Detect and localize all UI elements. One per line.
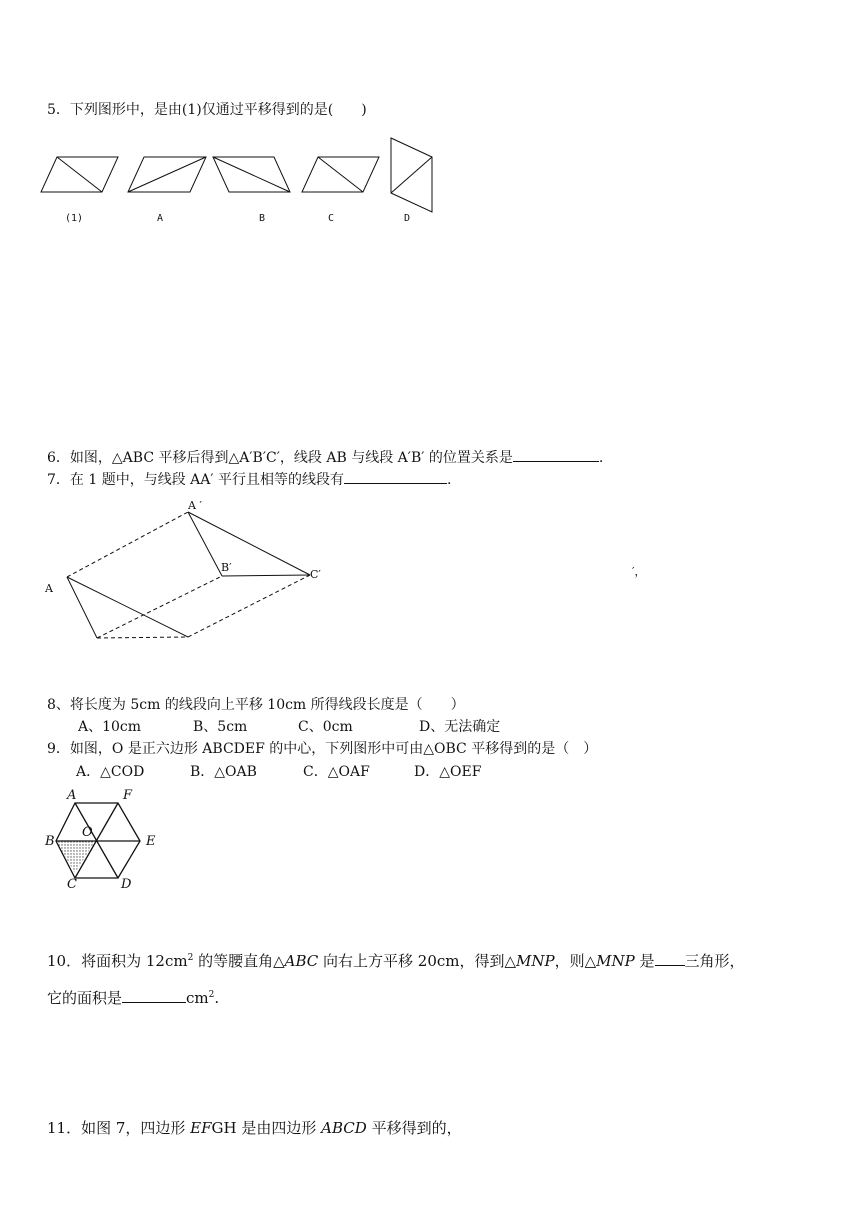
figure-b-diagonal	[213, 157, 290, 192]
caption-d: D	[404, 213, 411, 224]
hex-label-f: F	[123, 788, 133, 803]
triangle-a-prime-side-ab	[188, 512, 222, 576]
question-7-text: 7．在 1 题中，与线段 AA′ 平行且相等的线段有	[47, 472, 345, 488]
triangle-a-prime-side-ac	[188, 512, 310, 575]
question-8-text: 8、将长度为 5cm 的线段向上平移 10cm 所得线段长度是（ ）	[47, 697, 465, 713]
question-9-text: 9．如图，O 是正六边形 ABCDEF 的中心，下列图形中可由△OBC 平移得到的是（ ）	[47, 741, 598, 757]
question-5-text: 5．下列图形中，是由(1)仅通过平移得到的是( )	[47, 102, 367, 118]
triangle-a-prime-side-bc	[222, 575, 310, 576]
dashed-line-aa-prime	[67, 512, 188, 577]
hex-label-a: A	[67, 788, 77, 803]
stray-mark: ′，	[632, 565, 646, 578]
hex-label-o: O	[82, 825, 93, 840]
translation-figure	[0, 500, 860, 650]
figure-1-diagonal	[57, 157, 102, 192]
triangle-abc-side-ac	[67, 577, 188, 637]
figure-a-diagonal	[128, 157, 206, 192]
figure-d-diagonal	[391, 157, 432, 193]
label-a-prime: A ′	[188, 499, 202, 512]
caption-1: (1)	[65, 213, 84, 224]
label-a: A	[45, 582, 53, 595]
caption-c: C	[328, 213, 335, 224]
label-c-prime: C′	[310, 568, 321, 581]
question-6-answer-blank[interactable]	[513, 447, 599, 462]
hex-label-e: E	[146, 834, 156, 849]
label-b-prime: B′	[221, 561, 232, 574]
question-8-option-d[interactable]: D、无法确定	[419, 719, 501, 735]
question-6: 6．如图，△ABC 平移后得到△A′B′C′，线段 AB 与线段 A′B′ 的位置关系是 .	[47, 447, 603, 467]
question-8-option-c[interactable]: C、0cm	[298, 719, 353, 735]
dashed-line-bc	[97, 637, 188, 638]
question-9-option-a[interactable]: A．△COD	[76, 764, 145, 780]
question-6-text: 6．如图，△ABC 平移后得到△A′B′C′，线段 AB 与线段 A′B′ 的位置关系是	[47, 450, 513, 466]
caption-b: B	[259, 213, 266, 224]
question-9-option-b[interactable]: B．△OAB	[190, 764, 257, 780]
question-10-line-1: 10．将面积为 $12cm^2$ 的等腰直角△ABC 向右上方平移 20cm，得到△MNP，则△MNP 是 三角形，	[47, 952, 745, 970]
triangle-abc-side-ab	[67, 577, 97, 638]
hex-label-b: B	[45, 834, 55, 849]
question-10-blank-type[interactable]	[655, 951, 685, 966]
shaded-triangle-obc	[56, 841, 95, 873]
question-11: 11．如图 7，四边形 EFGH 是由四边形 ABCD 平移得到的，	[47, 1119, 462, 1137]
caption-a: A	[157, 213, 164, 224]
question-7: 7．在 1 题中，与线段 AA′ 平行且相等的线段有 .	[47, 469, 451, 489]
question-10-line-2: 它的面积是 $cm^2$.	[47, 989, 220, 1007]
hex-label-d: D	[121, 877, 132, 892]
hex-label-c: C	[67, 877, 77, 892]
question-8-option-a[interactable]: A、10cm	[78, 719, 142, 735]
question-7-answer-blank[interactable]	[344, 469, 447, 484]
question-9-option-d[interactable]: D．△OEF	[414, 764, 482, 780]
figure-c-diagonal	[318, 157, 363, 192]
question-8-option-b[interactable]: B、5cm	[193, 719, 248, 735]
question-10-blank-area[interactable]	[122, 988, 186, 1003]
question-9-option-c[interactable]: C．△OAF	[303, 764, 370, 780]
question-5-figures	[40, 150, 440, 240]
